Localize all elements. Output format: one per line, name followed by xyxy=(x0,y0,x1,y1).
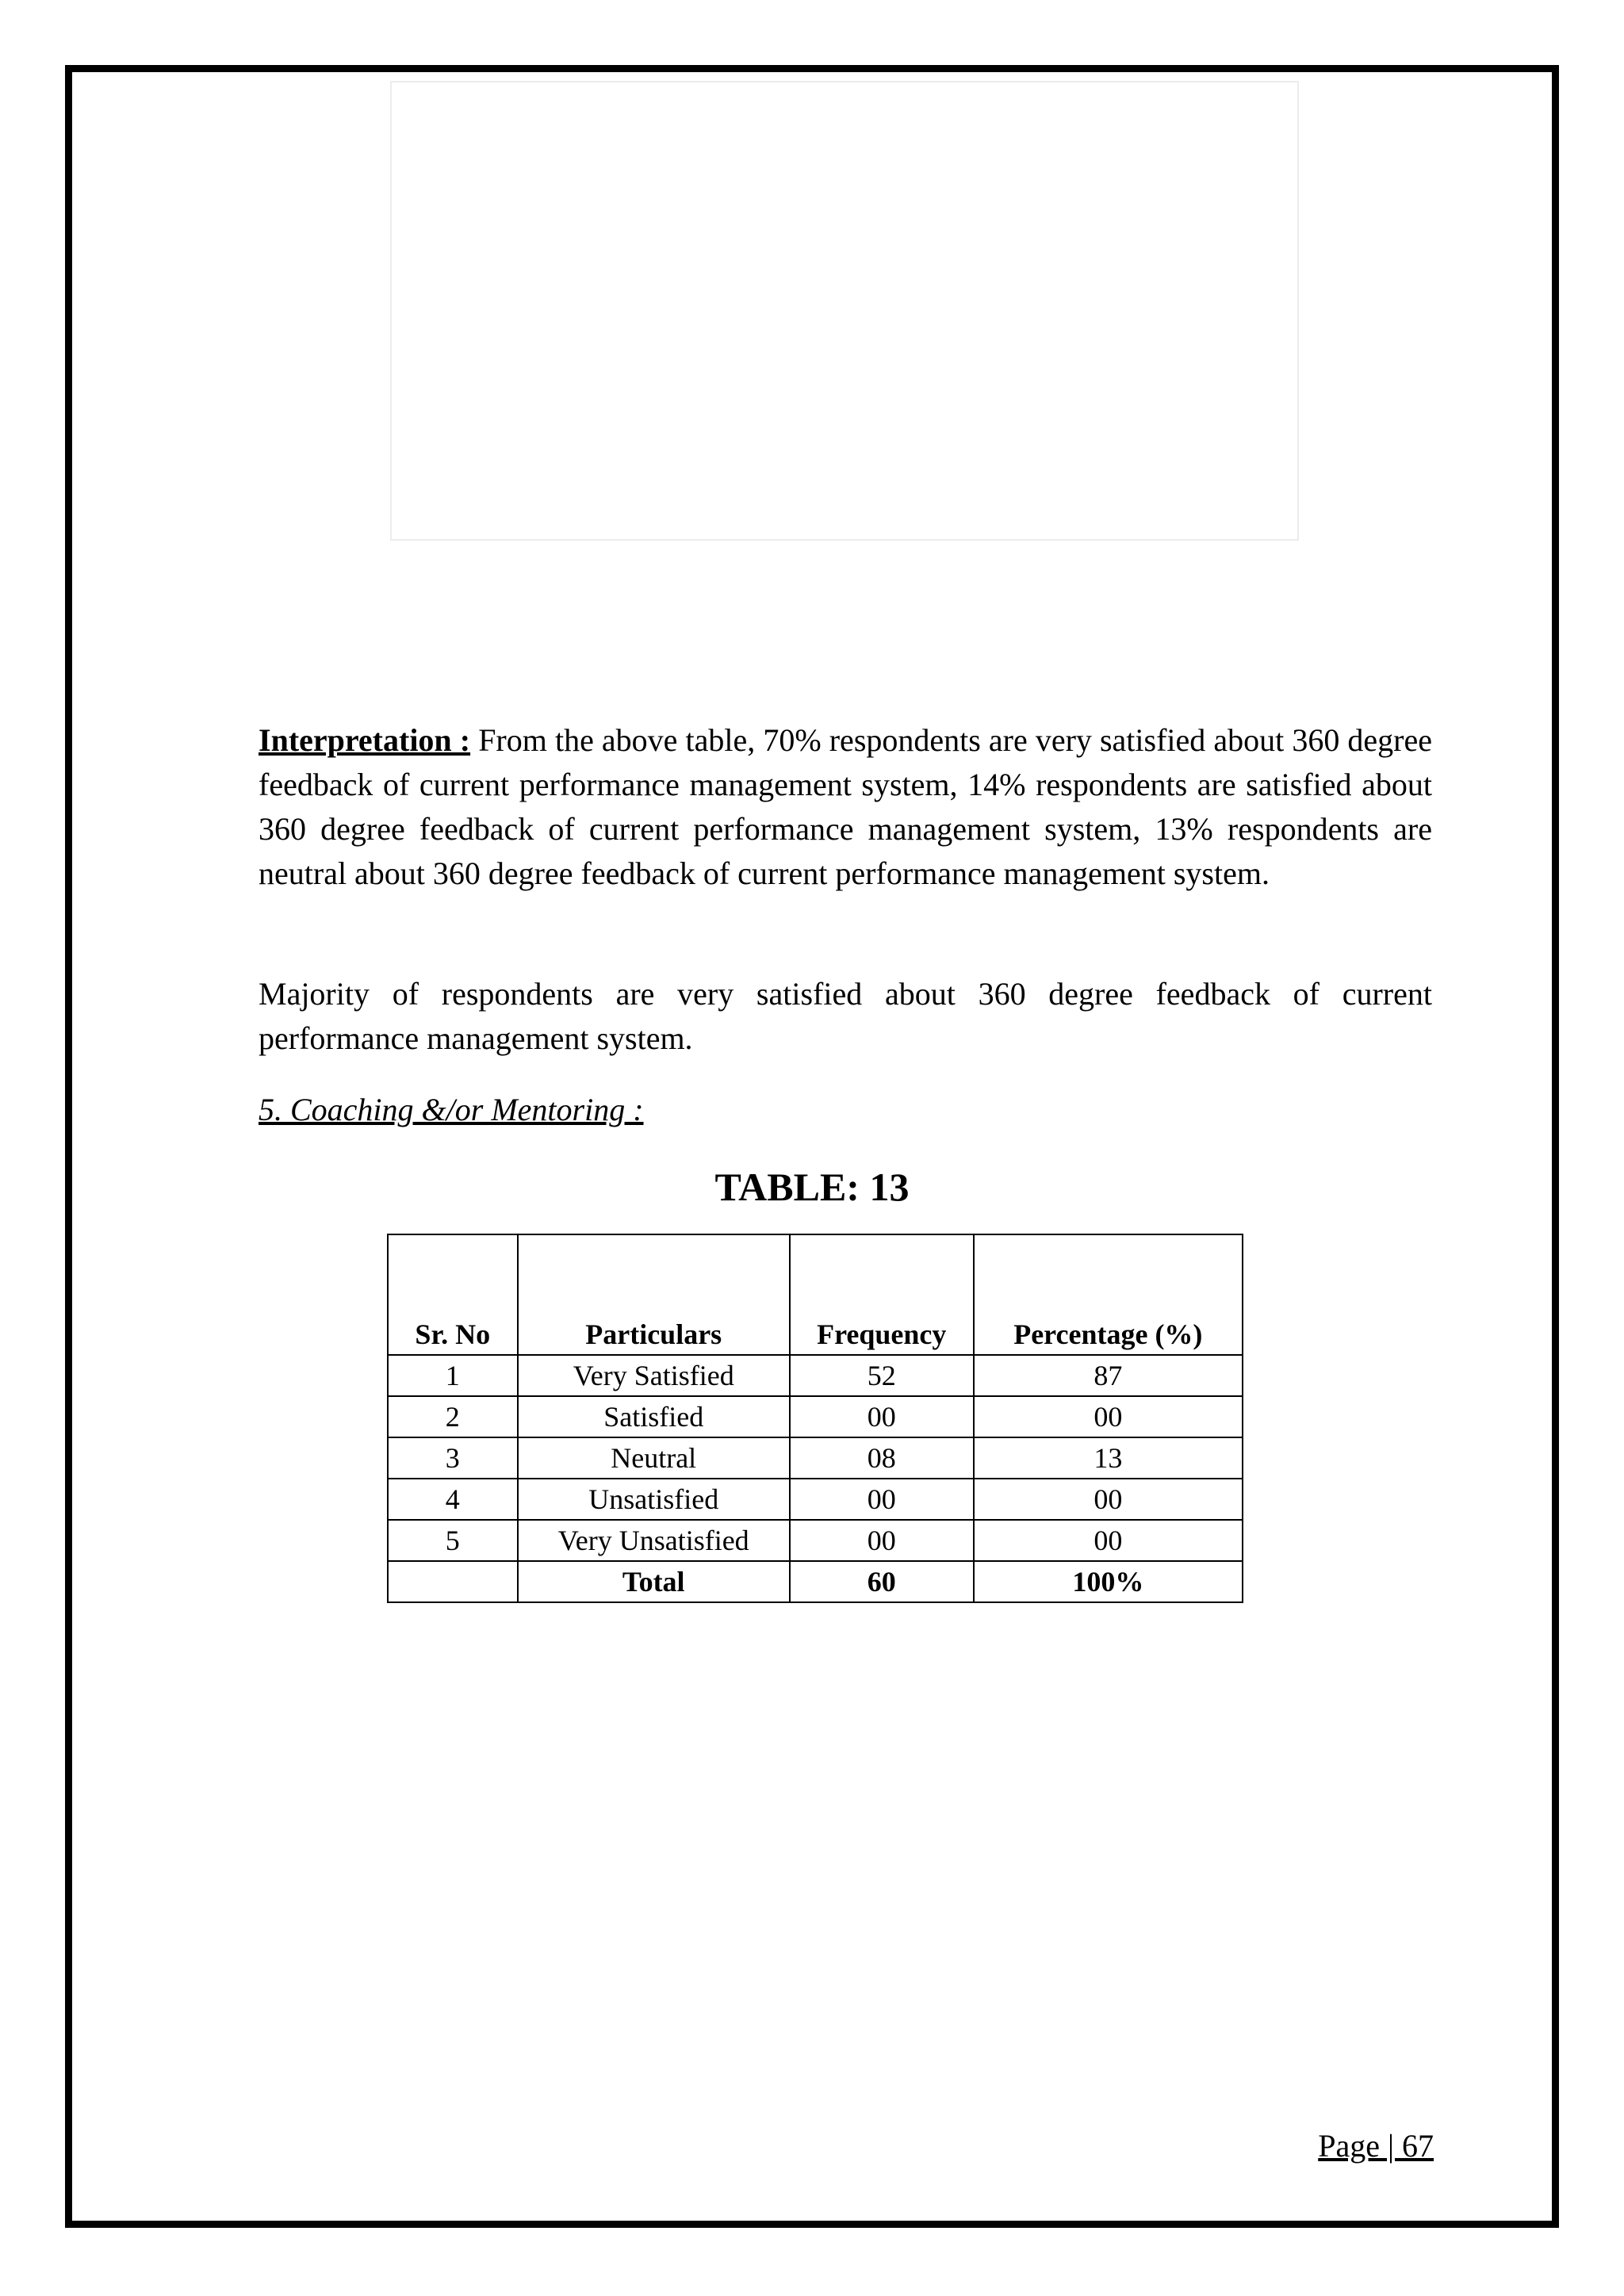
cell-total-percentage: 100% xyxy=(974,1561,1243,1602)
table-row xyxy=(388,1520,1243,1561)
cell-particulars: Satisfied xyxy=(518,1396,790,1437)
cell-percentage: 87 xyxy=(974,1355,1243,1396)
table-total-row xyxy=(388,1561,1243,1602)
section-heading: 5. Coaching &/or Mentoring : xyxy=(259,1092,644,1127)
cell-frequency: 00 xyxy=(790,1396,974,1437)
interpretation-text: From the above table, 70% respondents are very satisfied about 360 degree feedback of current performance management system, 14% respondents are satisfied about 360 degree feedback of current performance management system, 13% respondents are neutral about 360 degree feedback of current performance management system. xyxy=(259,722,1433,891)
table-header-row xyxy=(388,1234,1243,1355)
cell-percentage: 00 xyxy=(974,1520,1243,1561)
cell-sr-no: 5 xyxy=(388,1520,518,1561)
cell-total-blank xyxy=(388,1561,518,1602)
frequency-table xyxy=(387,1234,1243,1603)
header-sr-no: Sr. No xyxy=(388,1234,518,1355)
cell-frequency: 08 xyxy=(790,1437,974,1479)
cell-particulars: Very Satisfied xyxy=(518,1355,790,1396)
cell-particulars: Neutral xyxy=(518,1437,790,1479)
majority-paragraph: Majority of respondents are very satisfied about 360 degree feedback of current performance management system. xyxy=(259,976,1432,1056)
table-row xyxy=(388,1437,1243,1479)
cell-total-label: Total xyxy=(518,1561,790,1602)
interpretation-paragraph xyxy=(259,718,1432,896)
interpretation-label: Interpretation : xyxy=(259,722,471,758)
cell-percentage: 00 xyxy=(974,1479,1243,1520)
table-row xyxy=(388,1479,1243,1520)
header-particulars: Particulars xyxy=(518,1234,790,1355)
blank-figure-area xyxy=(390,81,1299,541)
header-frequency: Frequency xyxy=(790,1234,974,1355)
page-number: Page | 67 xyxy=(1318,2128,1434,2164)
cell-sr-no: 4 xyxy=(388,1479,518,1520)
cell-frequency: 00 xyxy=(790,1479,974,1520)
header-percentage: Percentage (%) xyxy=(974,1234,1243,1355)
cell-frequency: 00 xyxy=(790,1520,974,1561)
cell-particulars: Unsatisfied xyxy=(518,1479,790,1520)
table-row xyxy=(388,1396,1243,1437)
table-row xyxy=(388,1355,1243,1396)
cell-frequency: 52 xyxy=(790,1355,974,1396)
cell-sr-no: 3 xyxy=(388,1437,518,1479)
cell-sr-no: 1 xyxy=(388,1355,518,1396)
cell-particulars: Very Unsatisfied xyxy=(518,1520,790,1561)
table-title: TABLE: 13 xyxy=(714,1165,910,1209)
cell-sr-no: 2 xyxy=(388,1396,518,1437)
cell-percentage: 00 xyxy=(974,1396,1243,1437)
cell-percentage: 13 xyxy=(974,1437,1243,1479)
cell-total-frequency: 60 xyxy=(790,1561,974,1602)
